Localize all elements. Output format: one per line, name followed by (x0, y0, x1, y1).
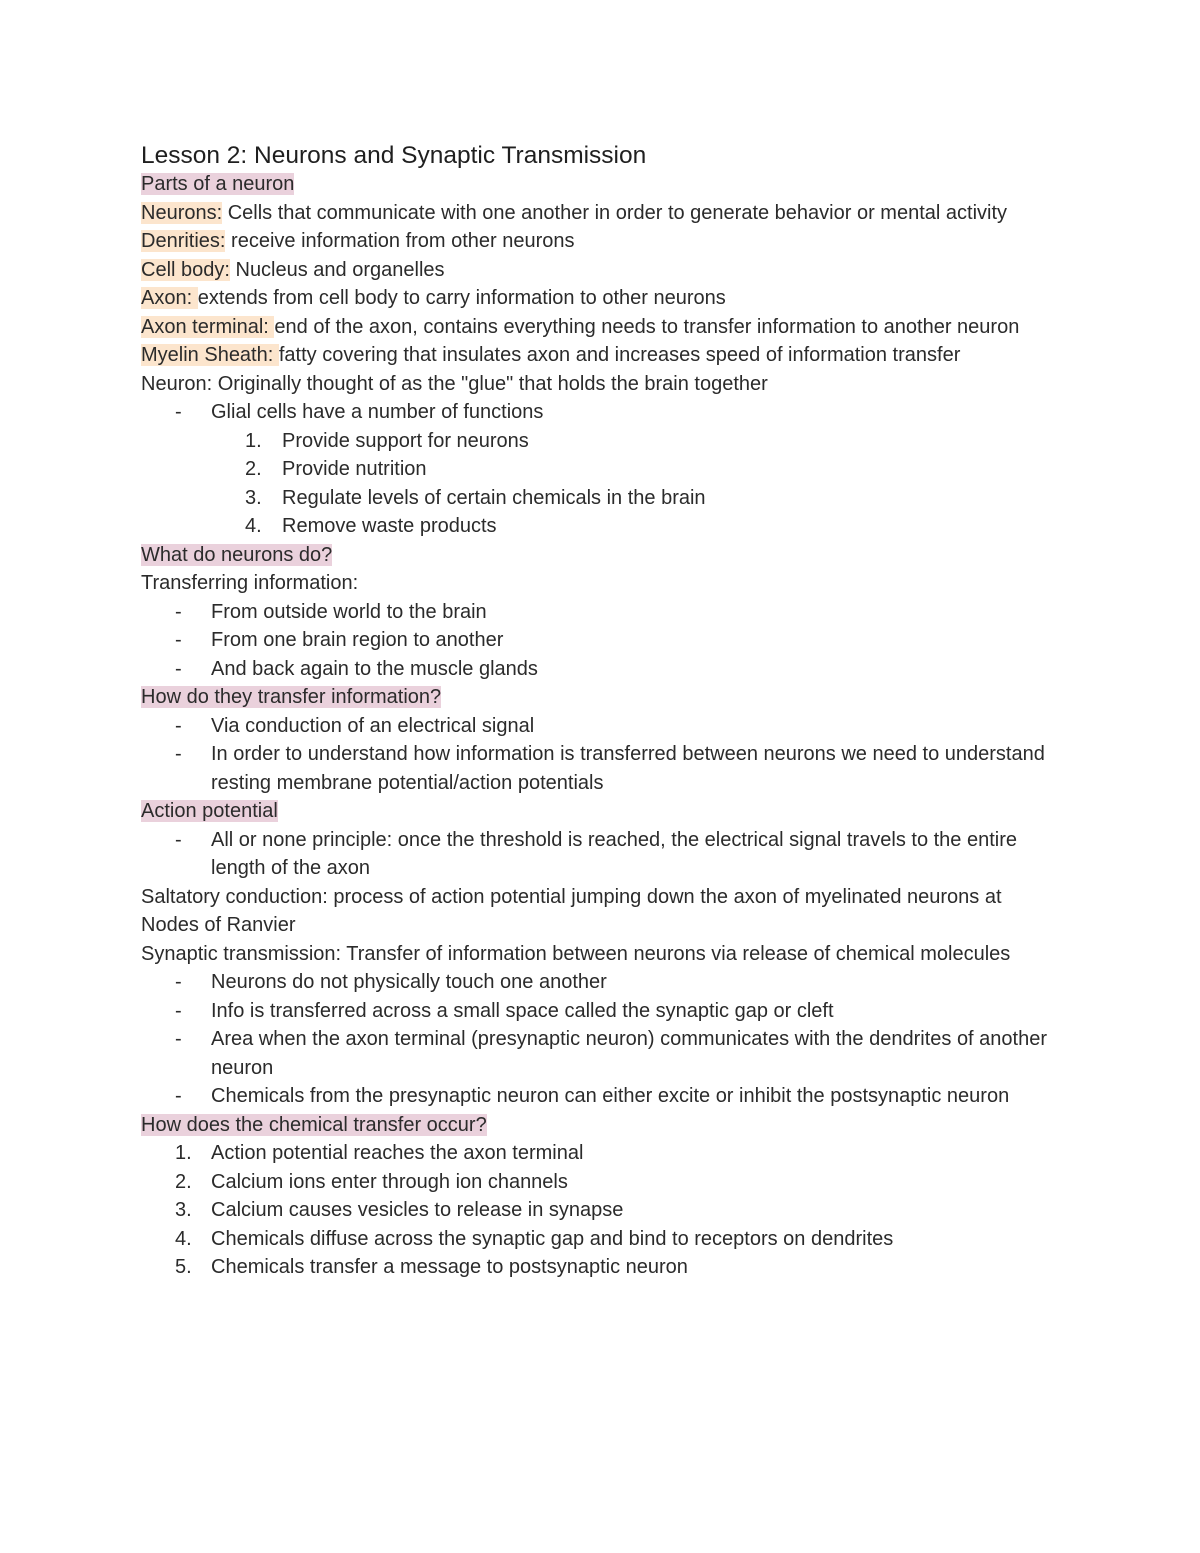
list-item-text: Chemicals transfer a message to postsynaptic neuron (211, 1256, 688, 1278)
list-item-text: Glial cells have a number of functions (211, 401, 544, 423)
list-item (141, 455, 1051, 484)
list-item (141, 626, 1051, 655)
saltatory-line: Saltatory conduction: process of action potential jumping down the axon of myelinated neurons at Nodes of Ranvier (141, 885, 1002, 936)
list-item (141, 1225, 1051, 1254)
list-item (141, 598, 1051, 627)
chemical-steps-list (141, 1139, 1051, 1282)
dash-marker: - (175, 999, 182, 1022)
term-label: Myelin Sheath: (141, 344, 279, 366)
list-item (141, 1168, 1051, 1197)
list-item-text: Provide nutrition (282, 458, 427, 480)
number-marker: 4. (245, 515, 262, 537)
document-title: Lesson 2: Neurons and Synaptic Transmission (141, 142, 647, 169)
synaptic-line: Synaptic transmission: Transfer of information between neurons via release of chemical molecules (141, 942, 1011, 965)
list-item (141, 968, 1051, 997)
list-item (141, 997, 1051, 1026)
list-item (141, 512, 1051, 541)
list-item (141, 1253, 1051, 1282)
list-item (141, 712, 1051, 741)
term-definition (141, 256, 1051, 285)
list-item (141, 1139, 1051, 1168)
list-item-text: Neurons do not physically touch one another (211, 971, 607, 993)
list-item (141, 1082, 1051, 1111)
section-heading-action (141, 797, 1051, 826)
list-item-text: From one brain region to another (211, 629, 504, 651)
number-marker: 2. (245, 458, 262, 480)
list-item (141, 427, 1051, 456)
heading-highlight: What do neurons do? (141, 543, 333, 566)
list-item-text: Calcium causes vesicles to release in synapse (211, 1199, 624, 1221)
glia-functions-list (141, 427, 1051, 541)
term-text: Cells that communicate with one another in order to generate behavior or mental activity (222, 201, 1008, 224)
section-heading-parts (141, 170, 1051, 199)
how-list (141, 712, 1051, 798)
term-definition (141, 284, 1051, 313)
dash-marker: - (175, 629, 182, 651)
action-list (141, 826, 1051, 883)
heading-highlight: Action potential (141, 800, 278, 822)
glia-list (141, 398, 1051, 427)
term-text: end of the axon, contains everything needs to transfer information to another neuron (274, 315, 1020, 338)
number-marker: 4. (175, 1227, 192, 1250)
list-item-text: Calcium ions enter through ion channels (211, 1170, 568, 1193)
number-marker: 3. (175, 1199, 192, 1221)
dash-marker: - (175, 657, 182, 680)
dash-marker: - (175, 828, 182, 851)
number-marker: 5. (175, 1256, 192, 1278)
list-item-text: Chemicals diffuse across the synaptic gap and bind to receptors on dendrites (211, 1227, 894, 1250)
term-label: Denrities: (141, 230, 226, 252)
section-heading-how (141, 683, 1051, 712)
dash-marker: - (175, 743, 182, 765)
dash-marker: - (175, 971, 182, 993)
number-marker: 2. (175, 1170, 192, 1193)
transferring-line: Transferring information: (141, 572, 359, 594)
term-definition (141, 227, 1051, 256)
term-label: Cell body: (141, 258, 230, 281)
list-item-text: And back again to the muscle glands (211, 657, 538, 680)
list-item-text: Regulate levels of certain chemicals in the brain (282, 486, 706, 509)
term-label: Neurons: (141, 201, 223, 224)
list-item-text: Via conduction of an electrical signal (211, 714, 535, 737)
list-item-text: Remove waste products (282, 515, 497, 537)
term-text: receive information from other neurons (225, 230, 575, 252)
list-item-text: Provide support for neurons (282, 429, 529, 452)
list-item (141, 655, 1051, 684)
term-definition (141, 199, 1051, 228)
heading-highlight: How does the chemical transfer occur? (141, 1113, 487, 1136)
dash-marker: - (175, 401, 182, 423)
list-item-text: From outside world to the brain (211, 600, 487, 623)
term-label: Axon terminal: (141, 315, 275, 338)
number-marker: 1. (245, 429, 262, 452)
section-heading-what (141, 541, 1051, 570)
dash-marker: - (175, 714, 182, 737)
dash-marker: - (175, 1085, 182, 1107)
list-item-text: In order to understand how information is transferred between neurons we need to understand resting membrane potential/action potentials (211, 743, 1045, 794)
list-item (141, 484, 1051, 513)
list-item-text: Chemicals from the presynaptic neuron can either excite or inhibit the postsynaptic neuron (211, 1085, 1010, 1107)
term-text: fatty covering that insulates axon and increases speed of information transfer (278, 344, 961, 366)
list-item (141, 740, 1051, 797)
section-heading-chemical (141, 1111, 1051, 1140)
list-item (141, 398, 1051, 427)
heading-highlight: How do they transfer information? (141, 686, 442, 708)
term-label: Axon: (141, 287, 198, 309)
term-text: extends from cell body to carry information to other neurons (197, 287, 726, 309)
dash-marker: - (175, 600, 182, 623)
transferring-list (141, 598, 1051, 684)
term-definition (141, 313, 1051, 342)
synaptic-list (141, 968, 1051, 1111)
list-item (141, 1025, 1051, 1082)
term-definition (141, 341, 1051, 370)
term-text: Nucleus and organelles (229, 258, 445, 281)
number-marker: 1. (175, 1142, 192, 1164)
list-item (141, 826, 1051, 883)
document-page (141, 138, 1051, 1282)
list-item-text: Action potential reaches the axon terminal (211, 1142, 584, 1164)
list-item-text: All or none principle: once the threshold is reached, the electrical signal travels to the entire length of the axon (211, 828, 1018, 879)
number-marker: 3. (245, 486, 262, 509)
list-item (141, 1196, 1051, 1225)
list-item-text: Info is transferred across a small space called the synaptic gap or cleft (211, 999, 834, 1022)
heading-highlight: Parts of a neuron (141, 173, 295, 195)
list-item-text: Area when the axon terminal (presynaptic neuron) communicates with the dendrites of another neuron (211, 1028, 1048, 1079)
dash-marker: - (175, 1028, 182, 1050)
glia-line: Neuron: Originally thought of as the "glue" that holds the brain together (141, 372, 768, 395)
